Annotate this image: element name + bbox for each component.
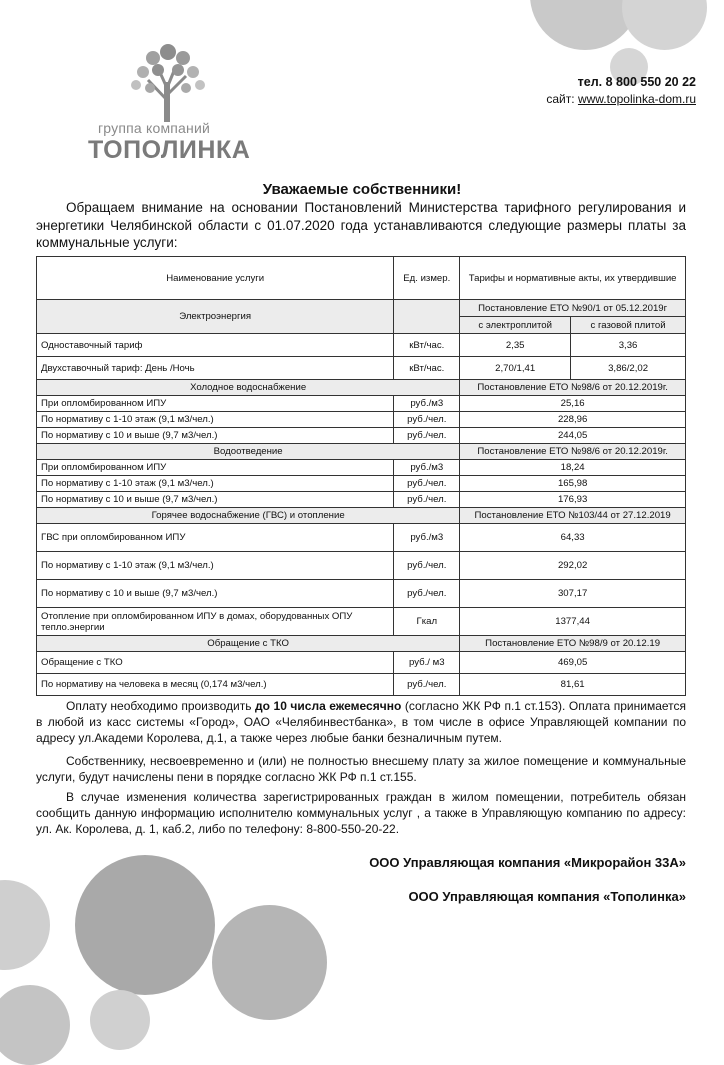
row-value: 25,16 [460, 396, 686, 412]
row-name: По нормативу на человека в месяц (0,174 м3/чел.) [37, 674, 394, 696]
row-value: 292,02 [460, 552, 686, 580]
section-name: Электроэнергия [37, 300, 394, 334]
website-line [546, 91, 696, 108]
section-name: Водоотведение [37, 444, 460, 460]
section-header-waste [37, 636, 686, 652]
table-row [37, 608, 686, 636]
section-decree: Постановление ЕТО №98/9 от 20.12.19 [460, 636, 686, 652]
table-row [37, 428, 686, 444]
section-decree: Постановление ЕТО №90/1 от 05.12.2019г [460, 300, 686, 317]
table-row [37, 412, 686, 428]
table-row [37, 476, 686, 492]
row-unit: руб./ м3 [394, 652, 460, 674]
row-name: Одноставочный тариф [37, 334, 394, 357]
row-name: По нормативу с 10 и выше (9,7 м3/чел.) [37, 428, 394, 444]
row-name: При опломбированном ИПУ [37, 396, 394, 412]
row-value-gas: 3,36 [571, 334, 686, 357]
row-unit: руб./чел. [394, 492, 460, 508]
row-value: 469,05 [460, 652, 686, 674]
letter-intro: Обращаем внимание на основании Постановлений Министерства тарифного регулирования и энергетики Челябинской области с 01.07.2020 года устанавливаются следующие размеры платы за коммунальные услуги: [36, 200, 686, 250]
row-name: По нормативу с 1-10 этаж (9,1 м3/чел.) [37, 412, 394, 428]
section-header-electricity [37, 300, 686, 317]
row-name: При опломбированном ИПУ [37, 460, 394, 476]
row-name: По нормативу с 10 и выше (9,7 м3/чел.) [37, 580, 394, 608]
section-header-drainage [37, 444, 686, 460]
decor-circle [622, 0, 707, 50]
row-unit: кВт/час. [394, 357, 460, 380]
header-tariff: Тарифы и нормативные акты, их утвердившие [460, 257, 686, 300]
decor-circle [75, 855, 215, 995]
table-row [37, 552, 686, 580]
row-value-gas: 3,86/2,02 [571, 357, 686, 380]
company-logo [88, 40, 258, 170]
subheader-gas-stove: с газовой плитой [571, 317, 686, 334]
phone-number: тел. 8 800 550 20 22 [577, 75, 696, 89]
section-name: Обращение с ТКО [37, 636, 460, 652]
row-name: Отопление при опломбированном ИПУ в домах, оборудованных ОПУ тепло.энергии [37, 608, 394, 636]
section-name: Горячее водоснабжение (ГВС) и отопление [37, 508, 460, 524]
row-name: Обращение с ТКО [37, 652, 394, 674]
row-value: 165,98 [460, 476, 686, 492]
table-row [37, 652, 686, 674]
row-name: По нормативу с 1-10 этаж (9,1 м3/чел.) [37, 552, 394, 580]
row-unit: Гкал [394, 608, 460, 636]
row-value: 81,61 [460, 674, 686, 696]
row-name: По нормативу с 1-10 этаж (9,1 м3/чел.) [37, 476, 394, 492]
row-unit: кВт/час. [394, 334, 460, 357]
row-name: По нормативу с 10 и выше (9,7 м3/чел.) [37, 492, 394, 508]
penalty-paragraph: Собственнику, несвоевременно и (или) не полностью внесшему плату за жилое помещение и коммунальные услуги, будут начислены пени в порядке согласно ЖК РФ п.1 ст.155. [36, 754, 686, 784]
row-unit: руб./чел. [394, 674, 460, 696]
row-value: 176,93 [460, 492, 686, 508]
section-header-cold-water [37, 380, 686, 396]
notification-paragraph: В случае изменения количества зарегистрированных граждан в жилом помещении, потребитель обязан сообщить данную информацию исполнителю коммунальных услуг , а также в Управляющую компанию по адресу: ул. Ак. Королева, д. 1, каб.2, либо по телефону: 8-800-550-20-22. [36, 790, 686, 836]
row-unit: руб./чел. [394, 476, 460, 492]
row-value: 307,17 [460, 580, 686, 608]
contact-block [546, 74, 696, 108]
row-value: 244,05 [460, 428, 686, 444]
row-unit: руб./чел. [394, 412, 460, 428]
row-unit: руб./м3 [394, 460, 460, 476]
table-row [37, 674, 686, 696]
row-value: 228,96 [460, 412, 686, 428]
table-row [37, 524, 686, 552]
table-row [37, 334, 686, 357]
row-unit: руб./м3 [394, 396, 460, 412]
section-decree: Постановление ЕТО №98/6 от 20.12.2019г. [460, 444, 686, 460]
tariff-table [36, 256, 686, 696]
row-value-electric: 2,35 [460, 334, 571, 357]
letter-title: Уважаемые собственники! [262, 181, 462, 198]
row-name: ГВС при опломбированном ИПУ [37, 524, 394, 552]
website-link[interactable]: www.topolinka-dom.ru [577, 92, 696, 106]
row-value: 18,24 [460, 460, 686, 476]
decor-circle [90, 990, 150, 1050]
subheader-electric-stove: с электроплитой [460, 317, 571, 334]
table-row [37, 396, 686, 412]
signature-company-2: ООО Управляющая компания «Тополинка» [408, 889, 686, 904]
table-row [37, 492, 686, 508]
decor-circle [212, 905, 327, 1020]
payment-text-start: Оплату необходимо производить [66, 699, 256, 713]
table-row [37, 357, 686, 380]
row-unit: руб./чел. [394, 428, 460, 444]
header-unit: Ед. измер. [394, 257, 460, 300]
header-service: Наименование услуги [37, 257, 394, 300]
decor-circle [0, 985, 70, 1065]
row-value-electric: 2,70/1,41 [460, 357, 571, 380]
tree-logo-icon [128, 40, 208, 130]
payment-paragraph [36, 698, 686, 746]
table-row [37, 580, 686, 608]
section-header-hot-water [37, 508, 686, 524]
table-header-row [37, 257, 686, 300]
logo-subtitle: группа компаний [98, 120, 211, 136]
decor-circle [0, 880, 50, 970]
payment-text-end: (согласно ЖК РФ п.1 ст.153). Оплата принимается в любой из касс системы «Город», ОАО «Челябинвестбанка», в том числе в офисе Управляющей компании по адресу ул.Академи Королева, д.1, а также через любые банки безналичным путем. [36, 699, 686, 745]
logo-brand-name: ТОПОЛИНКА [88, 136, 251, 164]
section-decree: Постановление ЕТО №103/44 от 27.12.2019 [460, 508, 686, 524]
row-name: Двухставочный тариф: День /Ночь [37, 357, 394, 380]
payment-deadline: до 10 числа ежемесячно [255, 699, 402, 713]
row-unit: руб./м3 [394, 524, 460, 552]
row-value: 64,33 [460, 524, 686, 552]
row-unit: руб./чел. [394, 580, 460, 608]
section-decree: Постановление ЕТО №98/6 от 20.12.2019г. [460, 380, 686, 396]
section-name: Холодное водоснабжение [37, 380, 460, 396]
website-label: сайт: [546, 92, 575, 106]
table-row [37, 460, 686, 476]
row-value: 1377,44 [460, 608, 686, 636]
row-unit: руб./чел. [394, 552, 460, 580]
signature-company-1: ООО Управляющая компания «Микрорайон 33А» [369, 855, 686, 870]
